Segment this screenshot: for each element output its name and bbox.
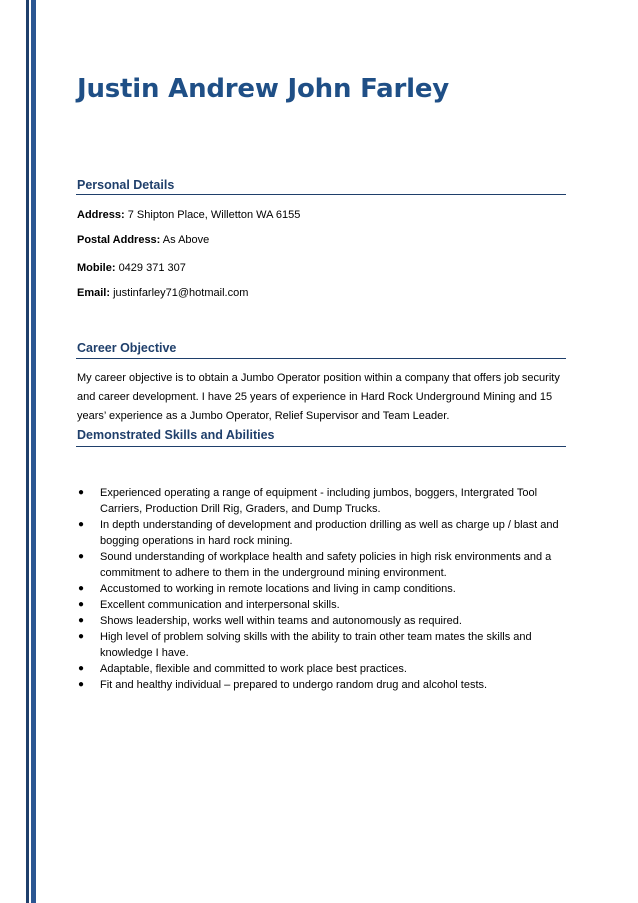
- postal-address-value: As Above: [162, 234, 210, 246]
- decorative-side-bar: [26, 0, 36, 903]
- address-value: 7 Shipton Place, Willetton WA 6155: [127, 209, 301, 221]
- skill-item: [77, 613, 567, 629]
- mobile-line: [77, 262, 186, 274]
- bullet-icon: ●: [78, 599, 85, 610]
- skill-item: [77, 597, 567, 613]
- skill-item: [77, 677, 567, 693]
- skill-item: [77, 581, 567, 597]
- bullet-icon: ●: [78, 551, 85, 562]
- bullet-icon: ●: [78, 487, 85, 498]
- skill-item: [77, 517, 567, 549]
- skill-text: Adaptable, flexible and committed to work place best practices.: [100, 663, 407, 675]
- skill-text: In depth understanding of development and production drilling as well as charge up / blast and bogging operations in hard rock mining.: [100, 519, 559, 547]
- bullet-icon: ●: [78, 663, 85, 674]
- email-label: Email:: [77, 287, 111, 299]
- skill-text: Experienced operating a range of equipment - including jumbos, boggers, Intergrated Tool Carriers, Production Drill Rig, Graders, and Dump Trucks.: [100, 487, 538, 515]
- personal-details-rule: [76, 194, 566, 195]
- skill-item: [77, 549, 567, 581]
- postal-address-label: Postal Address:: [77, 234, 161, 246]
- mobile-value: 0429 371 307: [118, 262, 186, 274]
- skill-text: Excellent communication and interpersonal skills.: [100, 599, 340, 611]
- skill-text: Accustomed to working in remote locations and living in camp conditions.: [100, 583, 456, 595]
- bullet-icon: ●: [78, 631, 85, 642]
- personal-details-heading: Personal Details: [77, 178, 175, 192]
- skill-item: [77, 629, 567, 661]
- skill-item: [77, 485, 567, 517]
- bullet-icon: ●: [78, 583, 85, 594]
- skills-heading: Demonstrated Skills and Abilities: [77, 428, 275, 442]
- bullet-icon: ●: [78, 615, 85, 626]
- bullet-icon: ●: [78, 519, 85, 530]
- resume-name: Justin Andrew John Farley: [77, 74, 450, 104]
- skill-text: Sound understanding of workplace health and safety policies in high risk environments and a commitment to adhere to them in the underground mining environment.: [100, 551, 552, 579]
- skill-text: Shows leadership, works well within teams and autonomously as required.: [100, 615, 462, 627]
- career-objective-rule: [76, 358, 566, 359]
- address-line: [77, 209, 300, 221]
- skill-item: [77, 661, 567, 677]
- skills-rule: [76, 446, 566, 447]
- skill-text: Fit and healthy individual – prepared to undergo random drug and alcohol tests.: [100, 679, 488, 691]
- mobile-label: Mobile:: [77, 262, 116, 274]
- postal-address-line: [77, 234, 209, 246]
- career-objective-heading: Career Objective: [77, 341, 177, 355]
- bullet-icon: ●: [78, 679, 85, 690]
- career-objective-text: My career objective is to obtain a Jumbo Operator position within a company that offers job security and career development. I have 25 years of experience in Hard Rock Underground Mining and 15 years’ experience as a Jumbo Operator, Relief Supervisor and Team Leader.: [77, 372, 560, 422]
- skills-list: [77, 485, 567, 693]
- email-line: [77, 287, 248, 299]
- skill-text: High level of problem solving skills with the ability to train other team mates the skills and knowledge I have.: [100, 631, 532, 659]
- address-label: Address:: [77, 209, 125, 221]
- email-value: justinfarley71@hotmail.com: [113, 287, 249, 299]
